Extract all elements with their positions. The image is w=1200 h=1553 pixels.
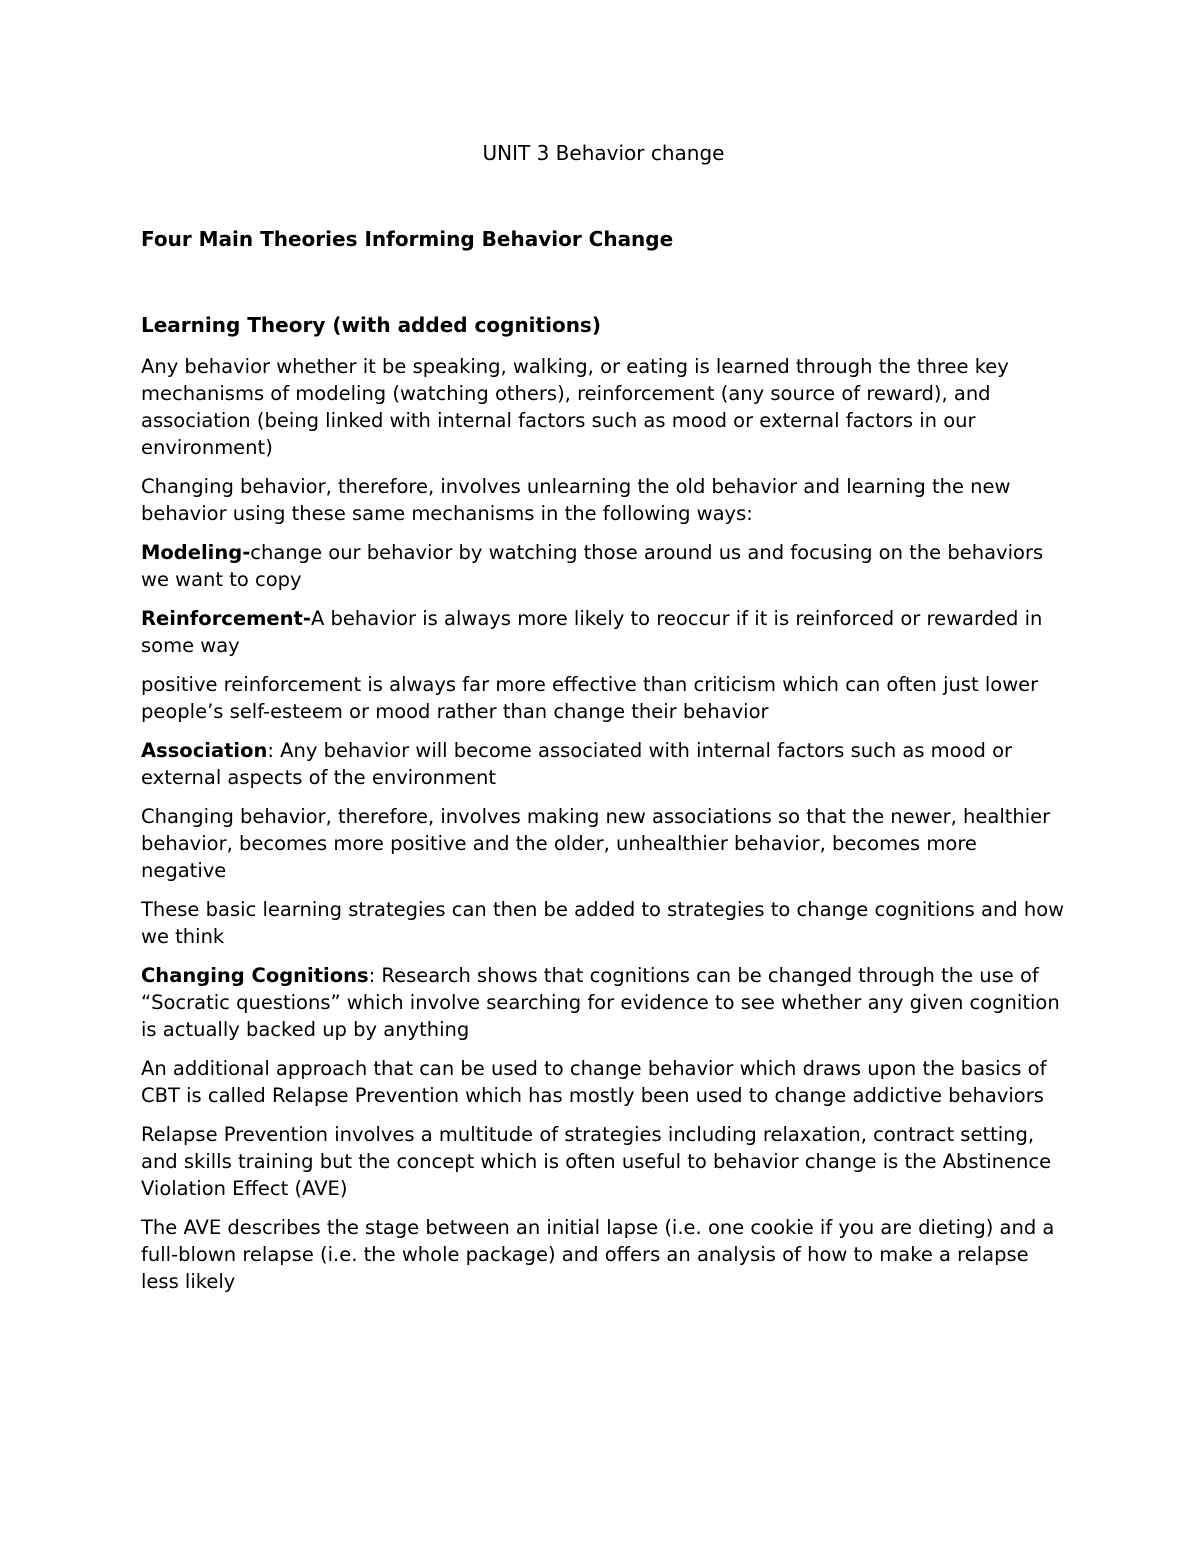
paragraph-relapse-prevention-intro: An additional approach that can be used to change behavior which draws upon the basics of CBT is called Relapse Prevention which has mostly been used to change addictive behaviors (141, 1057, 1047, 1107)
paragraph-positive-reinforcement: positive reinforcement is always far more effective than criticism which can often just lower people’s self-esteem or mood rather than change their behavior (141, 673, 1039, 723)
paragraph-changing-behavior: Changing behavior, therefore, involves unlearning the old behavior and learning the new behavior using these same mechanisms in the following ways: (141, 475, 1011, 525)
paragraph-reinforcement-text: A behavior is always more likely to reoccur if it is reinforced or rewarded in some way (141, 607, 1043, 657)
paragraph-changing-cognitions-text: : Research shows that cognitions can be changed through the use of “Socratic questions” which involve searching for evidence to see whether any given cognition is actually backed up by anything (141, 964, 1060, 1041)
paragraph-ave: The AVE describes the stage between an initial lapse (i.e. one cookie if you are dieting) and a full-blown relapse (i.e. the whole package) and offers an analysis of how to make a relapse less likely (141, 1216, 1055, 1293)
paragraph-association-text: : Any behavior will become associated with internal factors such as mood or external aspects of the environment (141, 739, 1013, 789)
term-changing-cognitions: Changing Cognitions (141, 964, 369, 987)
document-title: UNIT 3 Behavior change (482, 141, 725, 165)
term-reinforcement: Reinforcement- (141, 607, 311, 630)
paragraph-reinforcement (141, 605, 1066, 659)
section-heading: Four Main Theories Informing Behavior Change (141, 227, 674, 251)
paragraph-learning-strategies: These basic learning strategies can then be added to strategies to change cognitions and how we think (141, 898, 1065, 948)
paragraph-relapse-prevention-strategies: Relapse Prevention involves a multitude of strategies including relaxation, contract setting, and skills training but the concept which is often useful to behavior change is the Abstinence Violation Effect (AVE) (141, 1123, 1052, 1200)
paragraph-new-associations: Changing behavior, therefore, involves making new associations so that the newer, healthier behavior, becomes more positive and the older, unhealthier behavior, becomes more negative (141, 805, 1051, 882)
paragraph-changing-cognitions (141, 962, 1066, 1043)
paragraph-association (141, 737, 1066, 791)
paragraph-modeling-text: change our behavior by watching those around us and focusing on the behaviors we want to copy (141, 541, 1044, 591)
paragraph-modeling (141, 539, 1066, 593)
term-modeling: Modeling- (141, 541, 251, 564)
term-association: Association (141, 739, 268, 762)
paragraph-learning-mechanisms: Any behavior whether it be speaking, walking, or eating is learned through the three key mechanisms of modeling (watching others), reinforcement (any source of reward), and association (being linked with internal factors such as mood or external factors in our environment) (141, 355, 1009, 459)
subsection-heading: Learning Theory (with added cognitions) (141, 313, 601, 337)
document-page (141, 138, 1066, 1295)
